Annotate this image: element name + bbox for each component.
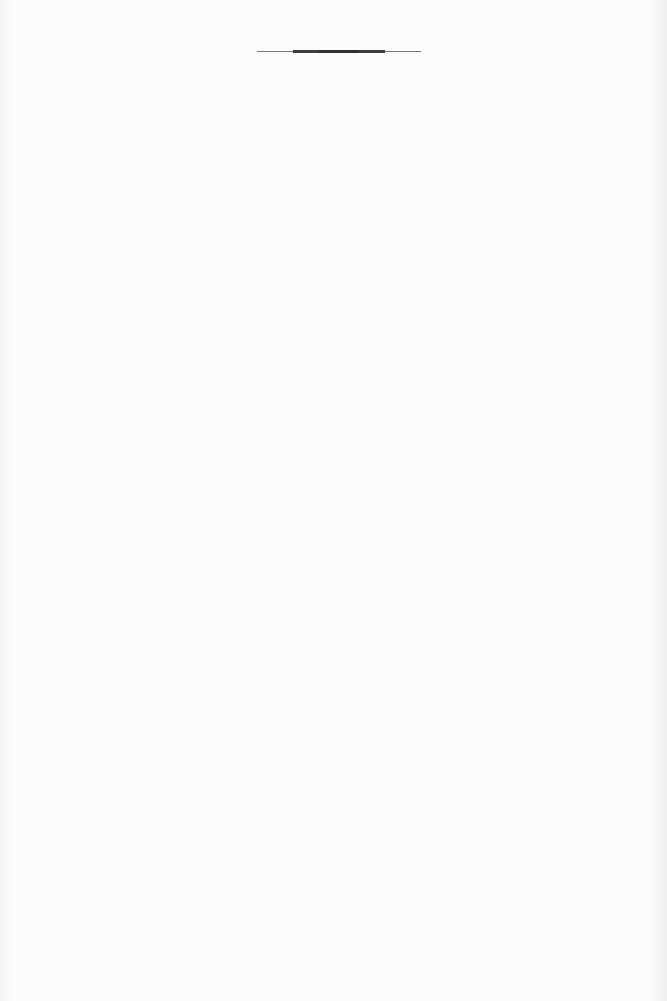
divider-thick-rule (319, 50, 359, 54)
page-content (75, 41, 603, 70)
divider-ornament (257, 49, 421, 54)
